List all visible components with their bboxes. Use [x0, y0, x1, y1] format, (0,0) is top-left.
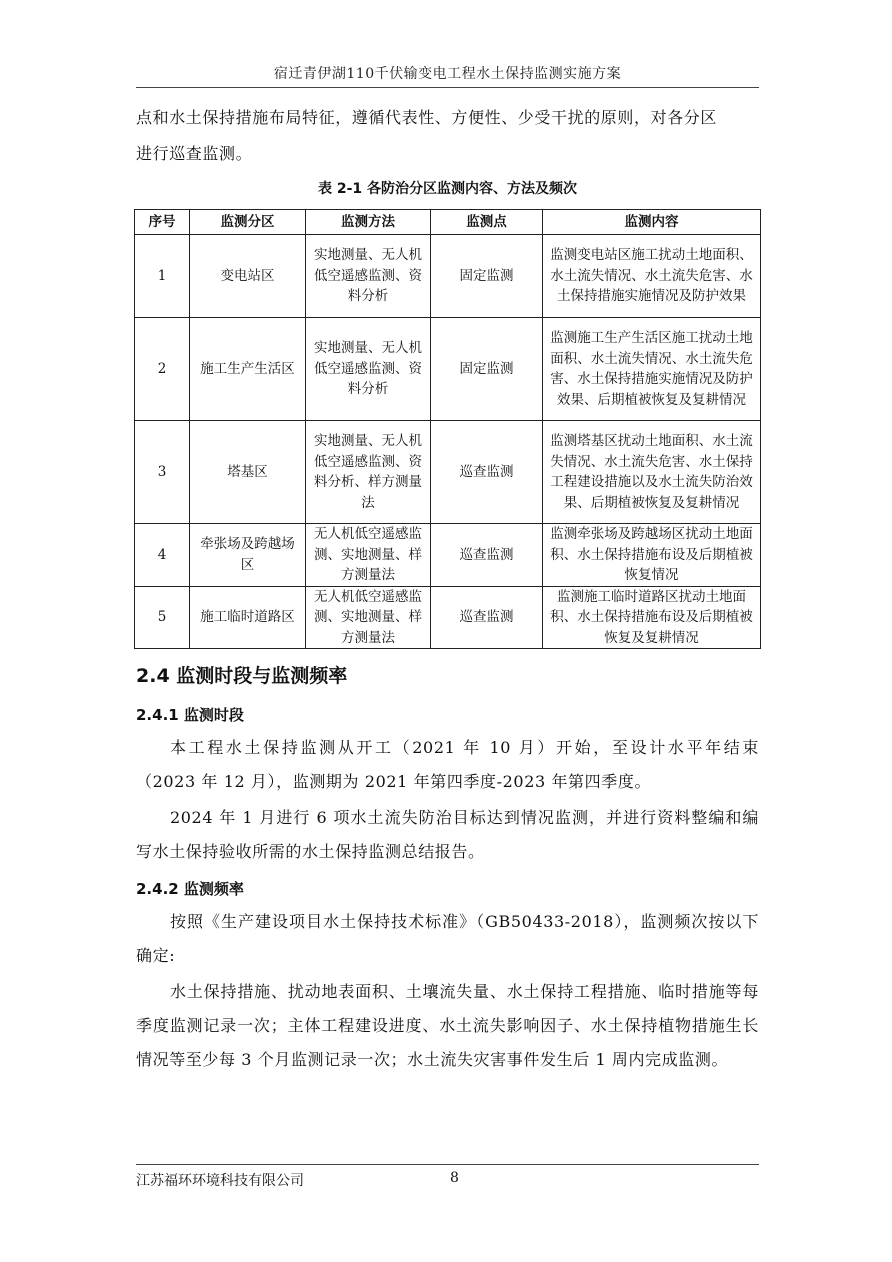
table-row [135, 524, 761, 587]
header-cell-index: 序号 [135, 210, 190, 235]
cell-index: 1 [135, 235, 190, 318]
cell-point: 巡查监测 [431, 586, 543, 649]
cell-method: 无人机低空遥感监测、实地测量、样方测量法 [306, 586, 431, 649]
footer-divider [136, 1164, 759, 1165]
cell-point: 固定监测 [431, 235, 543, 318]
table-row [135, 421, 761, 524]
header-cell-content: 监测内容 [543, 210, 761, 235]
cell-point: 巡查监测 [431, 421, 543, 524]
intro-line-2: 进行巡查监测。 [136, 144, 253, 163]
cell-content: 监测施工生产生活区施工扰动土地面积、水土流失情况、水土流失危害、水土保持措施实施情况及防护效果、后期植被恢复及复耕情况 [543, 318, 761, 421]
monitoring-table [134, 209, 761, 649]
cell-index: 3 [135, 421, 190, 524]
cell-zone: 变电站区 [190, 235, 306, 318]
footer-company: 江苏福环环境科技有限公司 [136, 1173, 304, 1189]
cell-method: 实地测量、无人机低空遥感监测、资料分析 [306, 235, 431, 318]
header-cell-point: 监测点 [431, 210, 543, 235]
cell-index: 4 [135, 524, 190, 587]
cell-method: 实地测量、无人机低空遥感监测、资料分析 [306, 318, 431, 421]
cell-content: 监测塔基区扰动土地面积、水土流失情况、水土流失危害、水土保持工程建设措施以及水土流失防治效果、后期植被恢复及复耕情况 [543, 421, 761, 524]
paragraph-final-monitoring: 2024 年 1 月进行 6 项水土流失防治目标达到情况监测，并进行资料整编和编写水土保持验收所需的水土保持监测总结报告。 [136, 808, 759, 861]
cell-zone: 塔基区 [190, 421, 306, 524]
section-heading-2-4-1: 2.4.1 监测时段 [136, 706, 244, 724]
section-heading-2-4: 2.4 监测时段与监测频率 [136, 665, 348, 687]
cell-index: 5 [135, 586, 190, 649]
cell-method: 无人机低空遥感监测、实地测量、样方测量法 [306, 524, 431, 587]
table-row [135, 235, 761, 318]
cell-content: 监测变电站区施工扰动土地面积、水土流失情况、水土流失危害、水土保持措施实施情况及防护效果 [543, 235, 761, 318]
cell-method: 实地测量、无人机低空遥感监测、资料分析、样方测量法 [306, 421, 431, 524]
cell-point: 巡查监测 [431, 524, 543, 587]
cell-point: 固定监测 [431, 318, 543, 421]
table-row [135, 586, 761, 649]
cell-content: 监测牵张场及跨越场区扰动土地面积、水土保持措施布设及后期植被恢复情况 [543, 524, 761, 587]
cell-zone: 施工临时道路区 [190, 586, 306, 649]
cell-content: 监测施工临时道路区扰动土地面积、水土保持措施布设及后期植被恢复及复耕情况 [543, 586, 761, 649]
header-cell-zone: 监测分区 [190, 210, 306, 235]
running-header: 宿迁青伊湖110千伏输变电工程水土保持监测实施方案 [273, 66, 622, 82]
page-number: 8 [450, 1170, 459, 1186]
table-row [135, 318, 761, 421]
table-caption: 表 2-1 各防治分区监测内容、方法及频次 [317, 181, 578, 197]
header-divider [136, 87, 759, 88]
paragraph-monitoring-period: 本工程水土保持监测从开工（2021 年 10 月）开始，至设计水平年结束（2023 年 12 月），监测期为 2021 年第四季度-2023 年第四季度。 [136, 738, 759, 791]
section-heading-2-4-2: 2.4.2 监测频率 [136, 880, 244, 898]
intro-line-1: 点和水土保持措施布局特征，遵循代表性、方便性、少受干扰的原则，对各分区 [136, 108, 718, 127]
paragraph-frequency-basis: 按照《生产建设项目水土保持技术标准》（GB50433-2018），监测频次按以下确定: [136, 912, 759, 965]
paragraph-frequency-detail: 水土保持措施、扰动地表面积、土壤流失量、水土保持工程措施、临时措施等每季度监测记录一次；主体工程建设进度、水土流失影响因子、水土保持植物措施生长情况等至少每 3 个月监测记录一次；水土流失灾害事件发生后 1 周内完成监测。 [136, 982, 759, 1069]
header-cell-method: 监测方法 [306, 210, 431, 235]
table-header-row [135, 210, 761, 235]
cell-zone: 牵张场及跨越场区 [190, 524, 306, 587]
cell-index: 2 [135, 318, 190, 421]
cell-zone: 施工生产生活区 [190, 318, 306, 421]
